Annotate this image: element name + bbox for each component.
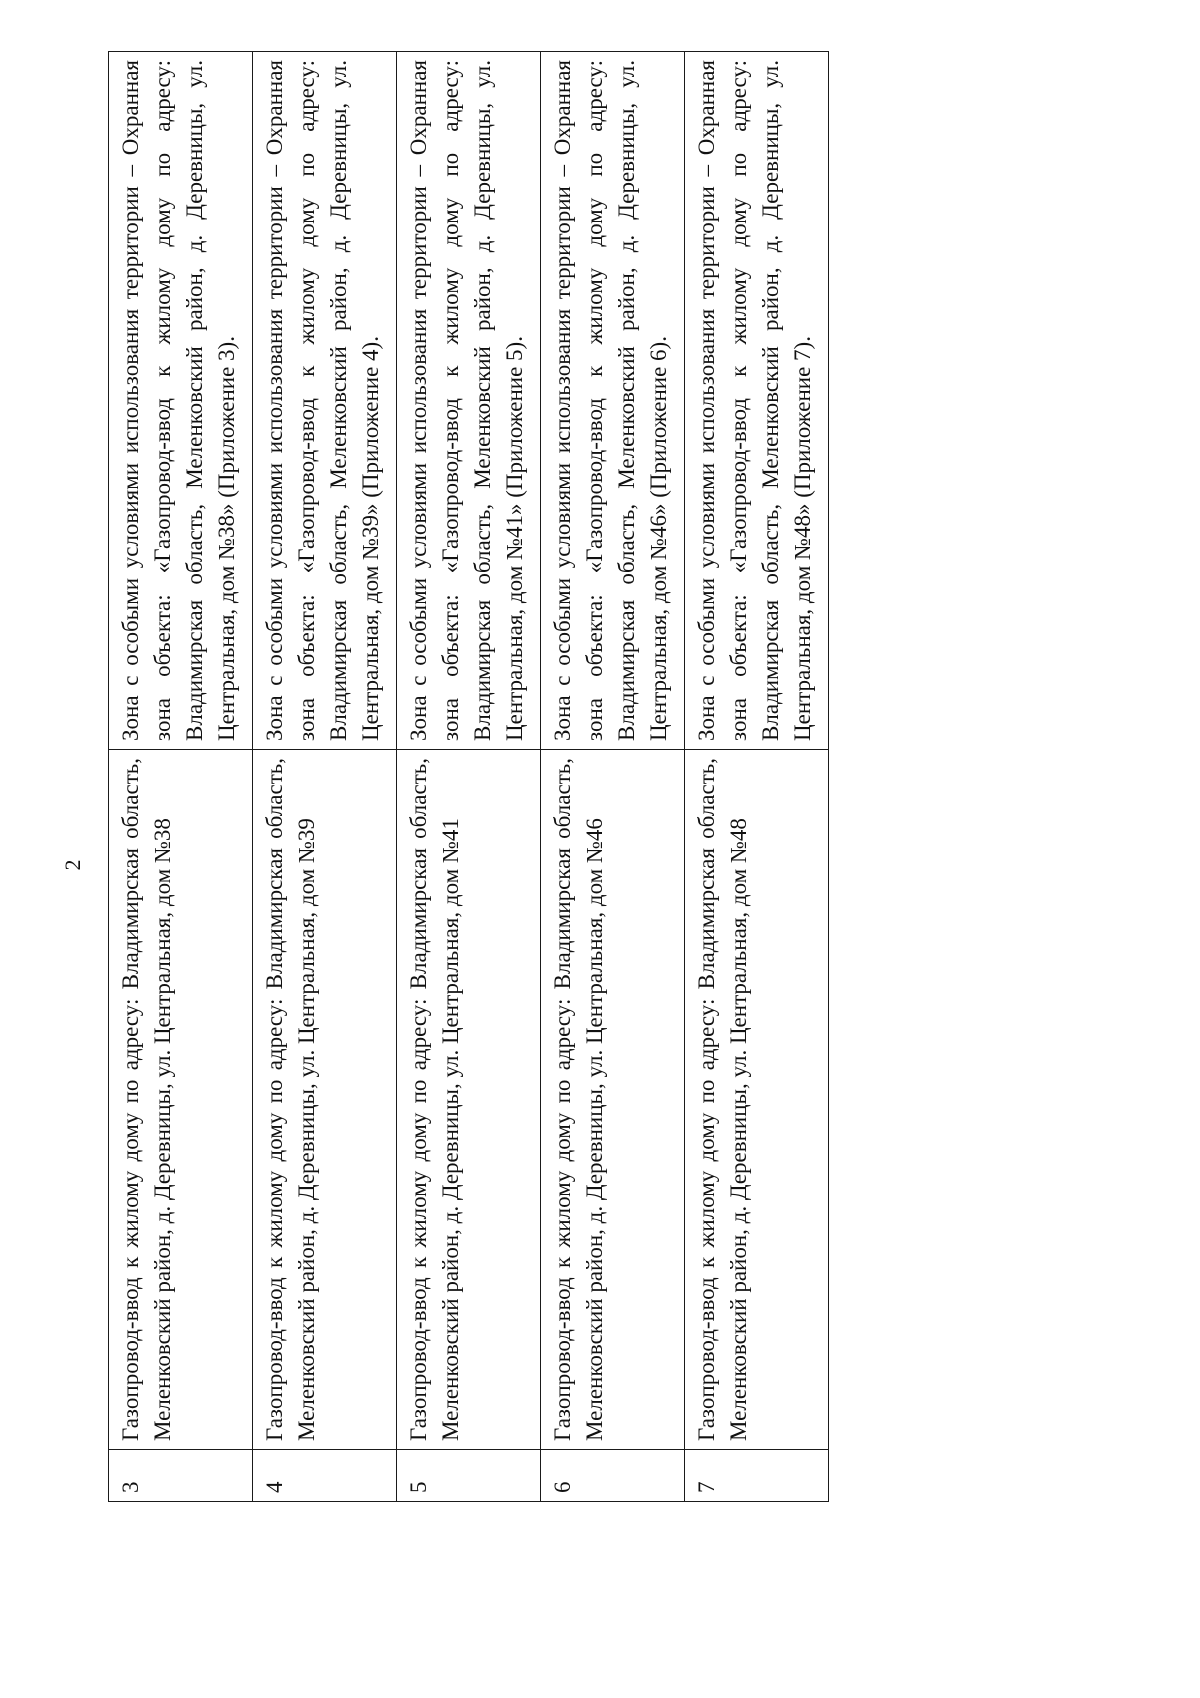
object-description: Газопровод-ввод к жилому дому по адресу: Владимирская область, Меленковский район, д. Деревницы, ул. Центральная, дом №48: [685, 750, 829, 1450]
table-region: [108, 52, 898, 1502]
zones-table: [108, 51, 829, 1502]
rotated-table-wrapper: [108, 52, 898, 1502]
row-number: 3: [109, 1450, 253, 1502]
row-number: 6: [541, 1450, 685, 1502]
row-number: 7: [685, 1450, 829, 1502]
object-description: Газопровод-ввод к жилому дому по адресу: Владимирская область, Меленковский район, д. Деревницы, ул. Центральная, дом №46: [541, 750, 685, 1450]
zone-description: Зона с особыми условиями использования территории – Охранная зона объекта: «Газопровод-ввод к жилому дому по адресу: Владимирская область, Меленковский район, д. Деревницы, ул. Центральная, дом №41» (Приложение 5).: [397, 52, 541, 750]
object-description: Газопровод-ввод к жилому дому по адресу: Владимирская область, Меленковский район, д. Деревницы, ул. Центральная, дом №41: [397, 750, 541, 1450]
table-row: [253, 52, 397, 1502]
table-row: [685, 52, 829, 1502]
row-number: 4: [253, 1450, 397, 1502]
zone-description: Зона с особыми условиями использования территории – Охранная зона объекта: «Газопровод-ввод к жилому дому по адресу: Владимирская область, Меленковский район, д. Деревницы, ул. Центральная, дом №39» (Приложение 4).: [253, 52, 397, 750]
table-row: [397, 52, 541, 1502]
row-number: 5: [397, 1450, 541, 1502]
zone-description: Зона с особыми условиями использования территории – Охранная зона объекта: «Газопровод-ввод к жилому дому по адресу: Владимирская область, Меленковский район, д. Деревницы, ул. Центральная, дом №46» (Приложение 6).: [541, 52, 685, 750]
zone-description: Зона с особыми условиями использования территории – Охранная зона объекта: «Газопровод-ввод к жилому дому по адресу: Владимирская область, Меленковский район, д. Деревницы, ул. Центральная, дом №38» (Приложение 3).: [109, 52, 253, 750]
object-description: Газопровод-ввод к жилому дому по адресу: Владимирская область, Меленковский район, д. Деревницы, ул. Центральная, дом №38: [109, 750, 253, 1450]
page-number: 2: [60, 859, 85, 871]
object-description: Газопровод-ввод к жилому дому по адресу: Владимирская область, Меленковский район, д. Деревницы, ул. Центральная, дом №39: [253, 750, 397, 1450]
zone-description: Зона с особыми условиями использования территории – Охранная зона объекта: «Газопровод-ввод к жилому дому по адресу: Владимирская область, Меленковский район, д. Деревницы, ул. Центральная, дом №48» (Приложение 7).: [685, 52, 829, 750]
table-row: [541, 52, 685, 1502]
table-row: [109, 52, 253, 1502]
